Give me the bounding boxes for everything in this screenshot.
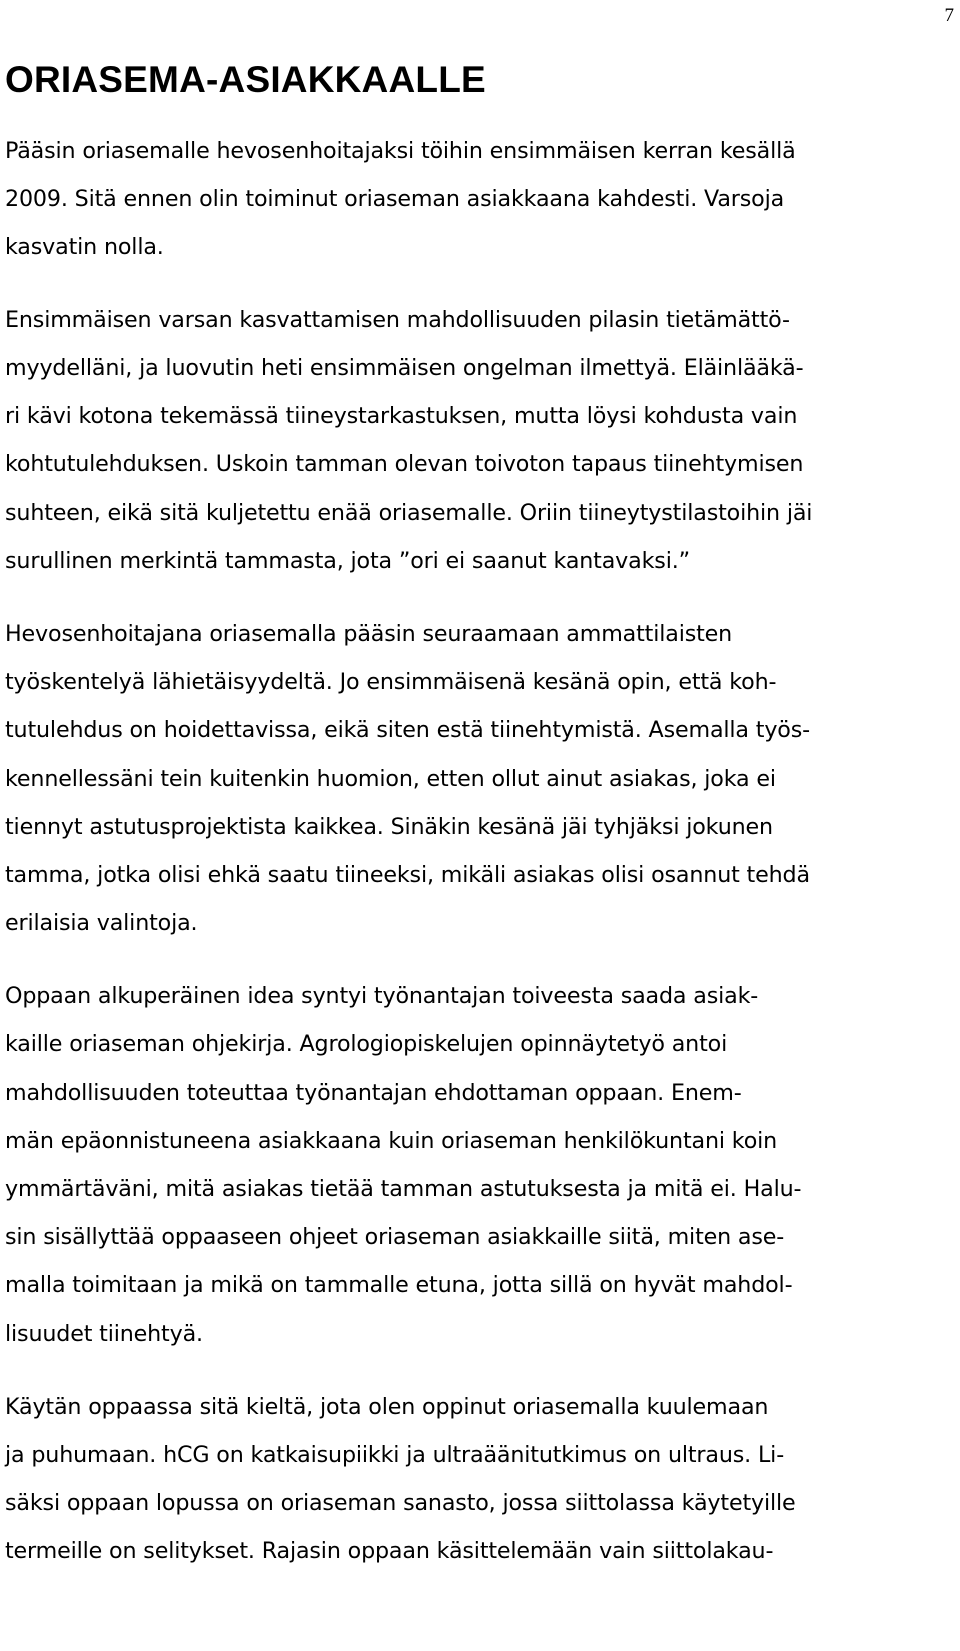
- text-line: ri kävi kotona tekemässä tiineystarkastuksen, mutta löysi kohdusta vain: [5, 403, 798, 429]
- text-line: sin sisällyttää oppaaseen ohjeet oriaseman asiakkaille siitä, miten ase-: [5, 1224, 785, 1250]
- text-line: mahdollisuuden toteuttaa työnantajan ehdottaman oppaan. Enem-: [5, 1080, 742, 1106]
- text-line: lisuudet tiinehtyä.: [5, 1321, 203, 1347]
- text-line: erilaisia valintoja.: [5, 910, 198, 936]
- text-line: kasvatin nolla.: [5, 234, 164, 260]
- text-line: myydelläni, ja luovutin heti ensimmäisen ongelman ilmettyä. Eläinlääkä-: [5, 355, 804, 381]
- text-line: Käytän oppaassa sitä kieltä, jota olen oppinut oriasemalla kuulemaan: [5, 1394, 769, 1420]
- page-number: 7: [944, 5, 954, 26]
- text-line: tutulehdus on hoidettavissa, eikä siten estä tiinehtymistä. Asemalla työs-: [5, 717, 810, 743]
- text-line: 2009. Sitä ennen olin toiminut oriaseman asiakkaana kahdesti. Varsoja: [5, 186, 785, 212]
- text-line: kennellessäni tein kuitenkin huomion, etten ollut ainut asiakas, joka ei: [5, 766, 776, 792]
- text-line: Hevosenhoitajana oriasemalla pääsin seuraamaan ammattilaisten: [5, 621, 733, 647]
- text-line: Oppaan alkuperäinen idea syntyi työnantajan toiveesta saada asiak-: [5, 983, 759, 1009]
- text-line: kohtutulehduksen. Uskoin tamman olevan toivoton tapaus tiinehtymisen: [5, 451, 804, 477]
- text-line: surullinen merkintä tammasta, jota ”ori ei saanut kantavaksi.”: [5, 548, 690, 574]
- text-line: män epäonnistuneena asiakkaana kuin oriaseman henkilökuntani koin: [5, 1128, 778, 1154]
- text-line: malla toimitaan ja mikä on tammalle etuna, jotta sillä on hyvät mahdol-: [5, 1272, 793, 1298]
- text-line: työskentelyä lähietäisyydeltä. Jo ensimmäisenä kesänä opin, että koh-: [5, 669, 777, 695]
- section-heading: ORIASEMA-ASIAKKAALLE: [5, 59, 486, 100]
- text-line: Ensimmäisen varsan kasvattamisen mahdollisuuden pilasin tietämättö-: [5, 307, 790, 333]
- text-line: Pääsin oriasemalle hevosenhoitajaksi töihin ensimmäisen kerran kesällä: [5, 138, 796, 164]
- text-line: tiennyt astutusprojektista kaikkea. Sinäkin kesänä jäi tyhjäksi jokunen: [5, 814, 773, 840]
- text-line: säksi oppaan lopussa on oriaseman sanasto, jossa siittolassa käytetyille: [5, 1490, 796, 1516]
- text-line: termeille on selitykset. Rajasin oppaan käsittelemään vain siittolakau-: [5, 1538, 774, 1564]
- text-line: ymmärtäväni, mitä asiakas tietää tamman astutuksesta ja mitä ei. Halu-: [5, 1176, 802, 1202]
- text-line: suhteen, eikä sitä kuljetettu enää oriasemalle. Oriin tiineytystilastoihin jäi: [5, 500, 813, 526]
- text-line: tamma, jotka olisi ehkä saatu tiineeksi, mikäli asiakas olisi osannut tehdä: [5, 862, 810, 888]
- text-line: kaille oriaseman ohjekirja. Agrologiopiskelujen opinnäytetyö antoi: [5, 1031, 728, 1057]
- text-line: ja puhumaan. hCG on katkaisupiikki ja ultraäänitutkimus on ultraus. Li-: [5, 1442, 785, 1468]
